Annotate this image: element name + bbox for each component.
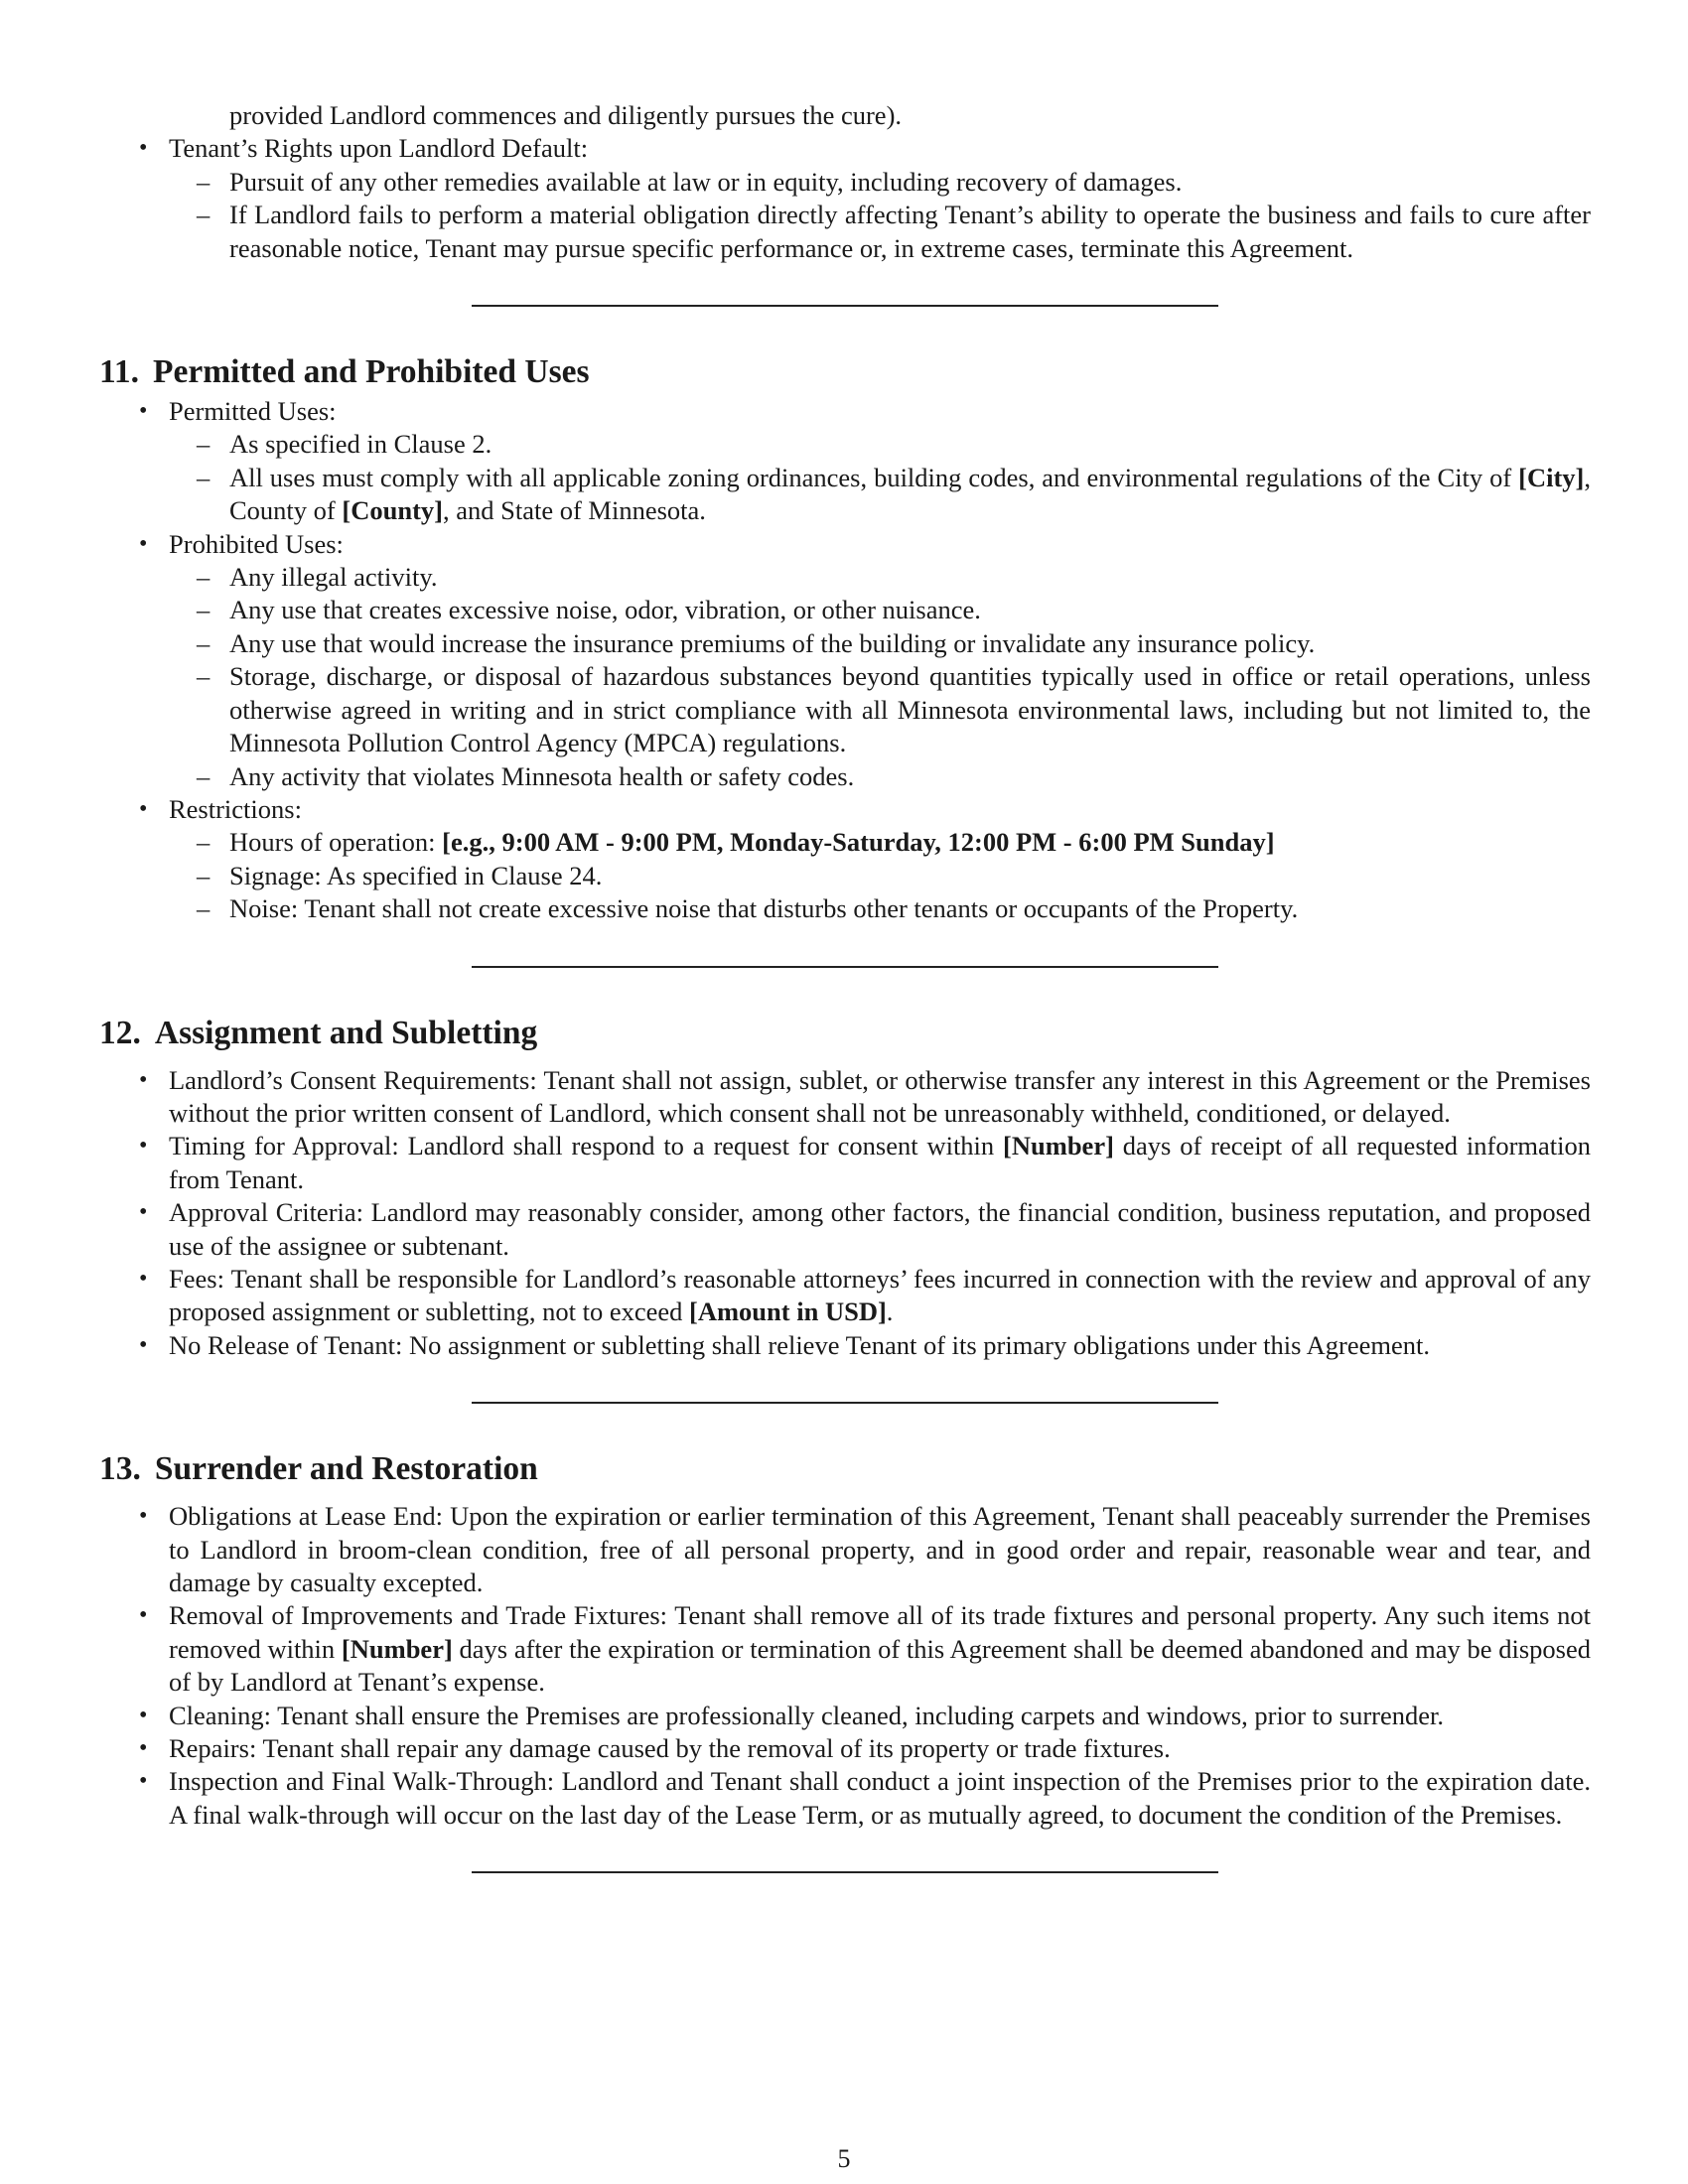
text: Removal of Improvements and Trade Fixtures: Tenant shall remove all of its trade fixtures and personal property. Any such items not removed within [169, 1600, 1591, 1664]
placeholder-number: [Number] [1003, 1131, 1114, 1161]
section-heading-11 [99, 351, 1591, 393]
list-item: • Inspection and Final Walk-Through: Landlord and Tenant shall conduct a joint inspection of the Premises prior to the expiration date. A final walk-through will occur on the last day of the Lease Term, or as mutually agreed, to document the condition of the Premises. [99, 1765, 1591, 1832]
list-item-label: Permitted Uses: [169, 396, 337, 427]
list-item: • Landlord’s Consent Requirements: Tenant shall not assign, sublet, or otherwise transfer any interest in this Agreement or the Premises without the prior written consent of Landlord, which consent shall not be unreasonably withheld, conditioned, or delayed. [99, 1064, 1591, 1131]
sub-list-item: – Pursuit of any other remedies available at law or in equity, including recovery of damages. [99, 166, 1591, 199]
list-item-label: Restrictions: [169, 793, 302, 824]
section-title: Assignment and Subletting [154, 1014, 538, 1051]
section-divider [472, 1871, 1218, 1873]
list-item: • Approval Criteria: Landlord may reasonably consider, among other factors, the financial condition, business reputation, and proposed use of the assignee or subtenant. [99, 1196, 1591, 1263]
list-item-label: Prohibited Uses: [169, 528, 344, 559]
placeholder-city: [City] [1518, 462, 1585, 492]
list-item: • No Release of Tenant: No assignment or subletting shall relieve Tenant of its primary obligations under this Agreement. [99, 1329, 1591, 1362]
section-divider [472, 1402, 1218, 1404]
placeholder-number: [Number] [341, 1633, 453, 1664]
text: , and State of Minnesota. [442, 495, 706, 526]
sub-list-item: – Storage, discharge, or disposal of hazardous substances beyond quantities typically used in office or retail operations, unless otherwise agreed in writing and in strict compliance with all Minnesota environmental laws, including but not limited to, the Minnesota Pollution Control Agency (MPCA) regulations. [99, 660, 1591, 759]
sub-list-item: – Any activity that violates Minnesota health or safety codes. [99, 760, 1591, 793]
placeholder-hours: [e.g., 9:00 AM - 9:00 PM, Monday-Saturday, 12:00 PM - 6:00 PM Sunday] [442, 827, 1275, 858]
sub-list-item: – Any use that creates excessive noise, odor, vibration, or other nuisance. [99, 594, 1591, 626]
section-number: 12. [99, 1014, 141, 1051]
list-item [99, 793, 1591, 926]
text: days after the expiration or termination of this Agreement shall be deemed abandoned and may be disposed of by Landlord at Tenant’s expense. [169, 1633, 1591, 1698]
text: days of receipt of all requested information from Tenant. [169, 1131, 1591, 1194]
section-divider [472, 305, 1218, 307]
sub-list [169, 826, 1591, 925]
list-item: • Cleaning: Tenant shall ensure the Premises are professionally cleaned, including carpets and windows, prior to surrender. [99, 1700, 1591, 1732]
placeholder-amount: [Amount in USD] [689, 1297, 887, 1327]
text: All uses must comply with all applicable zoning ordinances, building codes, and environmental regulations of the City of [229, 462, 1519, 492]
section-title: Permitted and Prohibited Uses [153, 353, 590, 391]
section-heading-13 [99, 1448, 1591, 1490]
sub-list [169, 428, 1591, 527]
section-12-list [99, 1064, 1591, 1363]
text: , County of [229, 462, 1591, 526]
section-heading-12 [99, 1013, 1591, 1054]
list-item-label: Tenant’s Rights upon Landlord Default: [169, 133, 589, 164]
list-item: • Obligations at Lease End: Upon the expiration or earlier termination of this Agreement, Tenant shall peaceably surrender the Premises to Landlord in broom-clean condition, free of all personal property, and in good order and repair, reasonable wear and tear, and damage by casualty excepted. [99, 1500, 1591, 1599]
list-item [99, 395, 1591, 528]
sub-list [169, 561, 1591, 793]
sub-list-item: – If Landlord fails to perform a material obligation directly affecting Tenant’s ability to operate the business and fails to cure after reasonable notice, Tenant may pursue specific performance or, in extreme cases, terminate this Agreement. [99, 199, 1591, 265]
sub-list [169, 166, 1591, 265]
sub-list-item: – As specified in Clause 2. [99, 428, 1591, 461]
default-rights-list [99, 132, 1591, 265]
section-divider [472, 966, 1218, 968]
section-13-list [99, 1500, 1591, 1832]
list-item: • Repairs: Tenant shall repair any damage caused by the removal of its property or trade fixtures. [99, 1732, 1591, 1765]
placeholder-county: [County] [342, 495, 443, 526]
list-item [99, 1130, 1591, 1196]
text: Timing for Approval: Landlord shall respond to a request for consent within [169, 1131, 1004, 1161]
sub-list-item: – Signage: As specified in Clause 24. [99, 860, 1591, 892]
sub-list-item: – Any illegal activity. [99, 561, 1591, 594]
section-11-list [99, 395, 1591, 926]
list-item [99, 1599, 1591, 1699]
text: Fees: Tenant shall be responsible for Landlord’s reasonable attorneys’ fees incurred in connection with the review and approval of any proposed assignment or subletting, not to exceed [169, 1263, 1591, 1327]
page-number: 5 [837, 2144, 851, 2173]
page-content [99, 99, 1591, 1873]
section-title: Surrender and Restoration [154, 1450, 538, 1488]
sub-list-item [99, 462, 1591, 528]
continued-text: provided Landlord commences and diligently pursues the cure). [229, 100, 903, 130]
text: . [886, 1297, 894, 1327]
sub-list-item: – Noise: Tenant shall not create excessive noise that disturbs other tenants or occupants of the Property. [99, 892, 1591, 925]
sub-list-item [99, 826, 1591, 859]
list-item [99, 132, 1591, 265]
sub-list-item: – Any use that would increase the insurance premiums of the building or invalidate any insurance policy. [99, 627, 1591, 660]
section-number: 11. [99, 353, 140, 391]
section-number: 13. [99, 1450, 141, 1488]
list-item [99, 528, 1591, 793]
list-item [99, 1263, 1591, 1329]
text: Hours of operation: [229, 827, 443, 858]
